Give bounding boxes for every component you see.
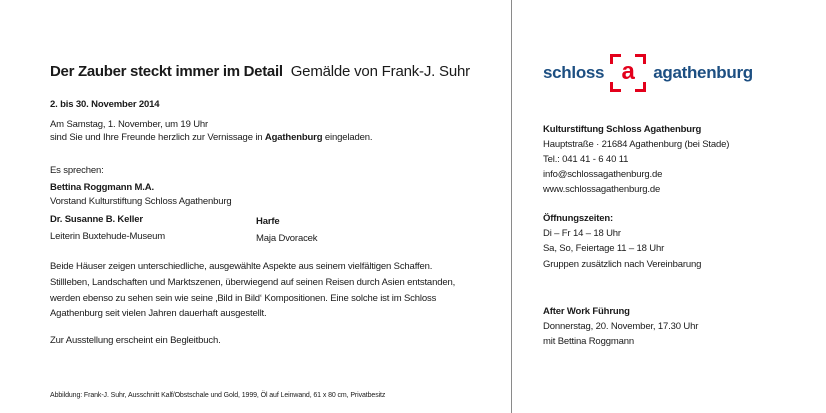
speaker-3-role: Maja Dvoracek: [256, 233, 318, 244]
contact-address: Hauptstraße · 21684 Agathenburg (bei Stade): [543, 139, 730, 150]
contact-org: Kulturstiftung Schloss Agathenburg: [543, 124, 702, 135]
invitation-line-2: [50, 131, 372, 144]
image-caption: Abbildung: Frank-J. Suhr, Ausschnitt Kalf/Obstschale und Gold, 1999, Öl auf Leinwand, 61 x 80 cm, Privatbesitz: [50, 392, 386, 399]
logo-letter-a: a: [621, 58, 635, 85]
exhibition-subtitle: Gemälde von Frank-J. Suhr: [290, 63, 470, 80]
description-line-1: Beide Häuser zeigen unterschiedliche, ausgewählte Aspekte aus seinem vielfältigen Schaffen.: [50, 261, 433, 272]
logo-word-schloss: schloss: [543, 63, 605, 82]
headline: [50, 63, 470, 81]
exhibition-dates: 2. bis 30. November 2014: [50, 99, 160, 110]
exhibition-title: Der Zauber steckt immer im Detail: [50, 63, 283, 80]
afterwork-heading: After Work Führung: [543, 306, 630, 317]
contact-email: info@schlossagathenburg.de: [543, 169, 663, 180]
logo-word-agathenburg: agathenburg: [653, 63, 753, 82]
book-note: Zur Ausstellung erscheint ein Begleitbuch.: [50, 335, 221, 346]
speaker-3-name: Harfe: [256, 216, 280, 227]
speaker-1-name: Bettina Roggmann M.A.: [50, 182, 154, 193]
invitation-text: sind Sie und Ihre Freunde herzlich zur Vernissage in: [50, 132, 265, 143]
description-line-3: werden ebenso zu sehen sein wie seine ‚Bild in Bild‘ Kompositionen. Eine solche ist im Schloss: [50, 293, 437, 304]
speaker-2-role: Leiterin Buxtehude-Museum: [50, 231, 166, 242]
contact-website: www.schlossagathenburg.de: [543, 184, 661, 195]
hours-weekend: Sa, So, Feiertage 11 – 18 Uhr: [543, 243, 665, 254]
hours-heading: Öffnungszeiten:: [543, 213, 614, 224]
description-line-2: Stillleben, Landschaften und Marktszenen, überwiegend auf seinen Reisen durch Asien entstanden,: [50, 277, 456, 288]
afterwork-date: Donnerstag, 20. November, 17.30 Uhr: [543, 321, 699, 332]
speaker-2-name: Dr. Susanne B. Keller: [50, 214, 143, 225]
logo-bracket-mark: [610, 54, 646, 92]
speaker-1-role: Vorstand Kulturstiftung Schloss Agathenburg: [50, 196, 232, 207]
invitation-line-1: Am Samstag, 1. November, um 19 Uhr: [50, 119, 209, 130]
hours-groups: Gruppen zusätzlich nach Vereinbarung: [543, 259, 702, 270]
schloss-agathenburg-logo: [543, 54, 753, 92]
invitation-place: Agathenburg: [264, 132, 323, 143]
page-divider: [511, 0, 512, 413]
invitation-text-end: eingeladen.: [322, 132, 373, 143]
contact-phone: Tel.: 041 41 - 6 40 11: [543, 154, 629, 165]
speakers-heading: Es sprechen:: [50, 165, 104, 176]
hours-weekdays: Di – Fr 14 – 18 Uhr: [543, 228, 621, 239]
afterwork-guide: mit Bettina Roggmann: [543, 336, 634, 347]
description-line-4: Agathenburg seit vielen Jahren dauerhaft ausgestellt.: [50, 308, 267, 319]
